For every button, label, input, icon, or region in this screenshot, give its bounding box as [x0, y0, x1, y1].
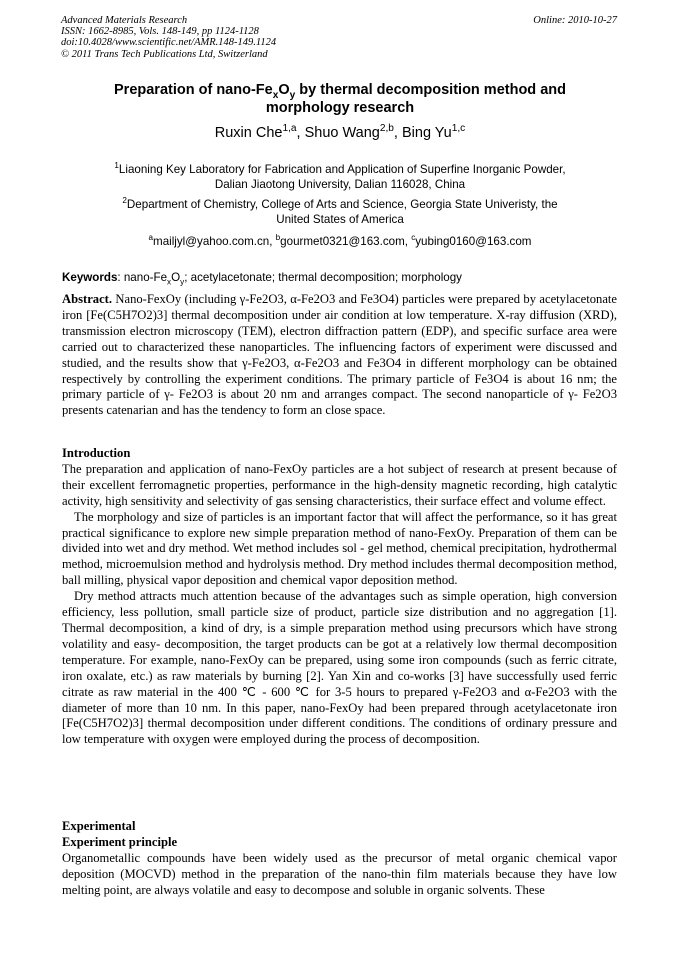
journal-header: [61, 15, 617, 60]
author-affil-mark: 1,c: [451, 123, 466, 135]
keywords-text: : nano-Fe: [117, 271, 168, 284]
affil-mark: 1: [114, 161, 119, 171]
experimental-section: [62, 819, 617, 899]
separator: ,: [393, 125, 402, 141]
author-name: Bing Yu: [401, 125, 452, 141]
affiliation-line: [62, 197, 618, 212]
email-address: mailjyl@yahoo.com.cn,: [153, 235, 276, 248]
introduction-section: [62, 446, 617, 748]
abstract-text: Nano-FexOy (including γ-Fe2O3, α-Fe2O3 and Fe3O4) particles were prepared by acetylacetonate iron [Fe(C5H7O2)3] thermal decomposition under air condition at low temperature. X-ray diffusion (XRD), transmission electron microscopy (TEM), electron diffraction pattern (EDP), and specific surface area were carried out to characterized these nanoparticles. The influencing factors of experiment were discussed and studied, and the results show that γ-Fe2O3, α-Fe2O3 and Fe3O4 in different morphology can be obtained respectively by controlling the experiment conditions. The primary particle of Fe3O4 is about 16 nm; the primary particle of γ- Fe2O3 is about 20 nm and arranges compact. The second nanoparticle of γ- Fe2O3 presents catenarian and has the tendency to form an close space.: [62, 292, 617, 418]
paragraph: Dry method attracts much attention because of the advantages such as simple operation, high conversion efficiency, less pollution, small particle size of product, particle size distribution and no aggregation [1]. Thermal decomposition, a kind of dry, is a simple preparation method using precursors which have strong volatility and easy- decomposition, the target products can be got at a relatively low thermal decomposition temperature. For example, nano-FexOy can be prepared, using some iron compounds (such as ferric citrate, iron oxalate, etc.) as raw materials by burning [2]. Yan Xin and co-works [3] have successfully used ferric citrate as raw material in the 400 ℃ - 600 ℃ for 3-5 hours to prepared γ-Fe2O3 and α-Fe2O3 with the diameter of more than 10 nm. In this paper, nano-FexOy had been prepared through acetylacetonate iron [Fe(C5H7O2)3] thermal decomposition under different conditions. The conditions of ordinary pressure and low temperature with oxygen were employed during the process of decomposition.: [62, 589, 617, 747]
title-line-2: morphology research: [265, 100, 415, 116]
affiliation-line: [62, 162, 618, 177]
email-mark: b: [275, 233, 281, 243]
email-address: yubing0160@163.com: [415, 235, 532, 248]
section-heading: Experimental: [62, 819, 136, 833]
title-text: O: [278, 82, 290, 98]
paragraph: The preparation and application of nano-FexOy particles are a hot subject of research at present because of their excellent ferromagnetic properties, performance in the high-density magnetic recording, high catalytic activity, high sensitivity and selectivity of gas sensing characteristics, their surface effect and volume effect.: [62, 461, 617, 508]
email-line: [62, 234, 618, 249]
email-address: gourmet0321@163.com,: [280, 235, 412, 248]
author-affil-mark: 2,b: [379, 123, 394, 135]
affil-text: Department of Chemistry, College of Arts and Science, Georgia State Univeristy, the: [126, 198, 558, 211]
abstract-label: Abstract.: [62, 292, 113, 306]
author-affil-mark: 1,a: [282, 123, 297, 135]
title-text: by thermal decomposition method and: [295, 82, 566, 98]
affiliation-line: Dalian Jiaotong University, Dalian 116028, China: [214, 178, 466, 192]
issn-line: ISSN: 1662-8985, Vols. 148-149, pp 1124-1128: [61, 26, 259, 38]
separator: ,: [296, 125, 305, 141]
keywords-sub: y: [180, 277, 185, 287]
journal-name: Advanced Materials Research: [61, 15, 188, 26]
title-text: Preparation of nano-Fe: [114, 82, 273, 98]
paragraph: The morphology and size of particles is an important factor that will affect the performance, so it has great practical significance to explore new simple preparation method of nano-FexOy. Preparation of them can be divided into wet and dry method. Wet method includes sol - gel method, chemical precipitation, hydrothermal method, microemulsion method and hydrolysis method. Dry method includes thermal decomposition method, ball milling, physical vapor deposition and chemical vapor deposition method.: [62, 509, 617, 588]
affil-mark: 2: [122, 196, 127, 206]
keywords-text: O: [171, 271, 181, 284]
abstract-paragraph: [62, 292, 617, 419]
copyright-line: © 2011 Trans Tech Publications Ltd, Switzerland: [61, 48, 268, 60]
subsection-heading: Experiment principle: [62, 834, 178, 849]
doi-line: doi:10.4028/www.scientific.net/AMR.148-149.1124: [61, 37, 277, 49]
title-sub: x: [272, 89, 279, 101]
keywords: [62, 270, 618, 285]
author-name: Ruxin Che: [214, 125, 283, 141]
section-heading: Introduction: [62, 446, 131, 460]
title-line-1: [62, 81, 618, 99]
keywords-label: Keywords: [62, 271, 118, 284]
email-mark: c: [411, 233, 416, 243]
affil-text: Liaoning Key Laboratory for Fabrication and Application of Superfine Inorganic Powder,: [118, 163, 566, 176]
paper-title: [62, 81, 618, 117]
author-list: [62, 124, 618, 142]
keywords-text: ; acetylacetonate; thermal decomposition; morphology: [184, 271, 462, 284]
keywords-sub: x: [167, 277, 172, 287]
affiliation-2: [62, 197, 618, 227]
affiliation-line: United States of America: [276, 213, 404, 227]
author-name: Shuo Wang: [304, 125, 380, 141]
online-date: Online: 2010-10-27: [533, 15, 617, 26]
paragraph: Organometallic compounds have been widely used as the precursor of metal organic chemical vapor deposition (MOCVD) method in the preparation of the nano-thin film materials because they have low melting point, are always volatile and easy to decompose and soluble in organic solvents. These: [62, 850, 617, 897]
abstract: [62, 292, 617, 419]
title-sub: y: [289, 89, 296, 101]
email-mark: a: [148, 233, 154, 243]
affiliation-1: [62, 162, 618, 192]
